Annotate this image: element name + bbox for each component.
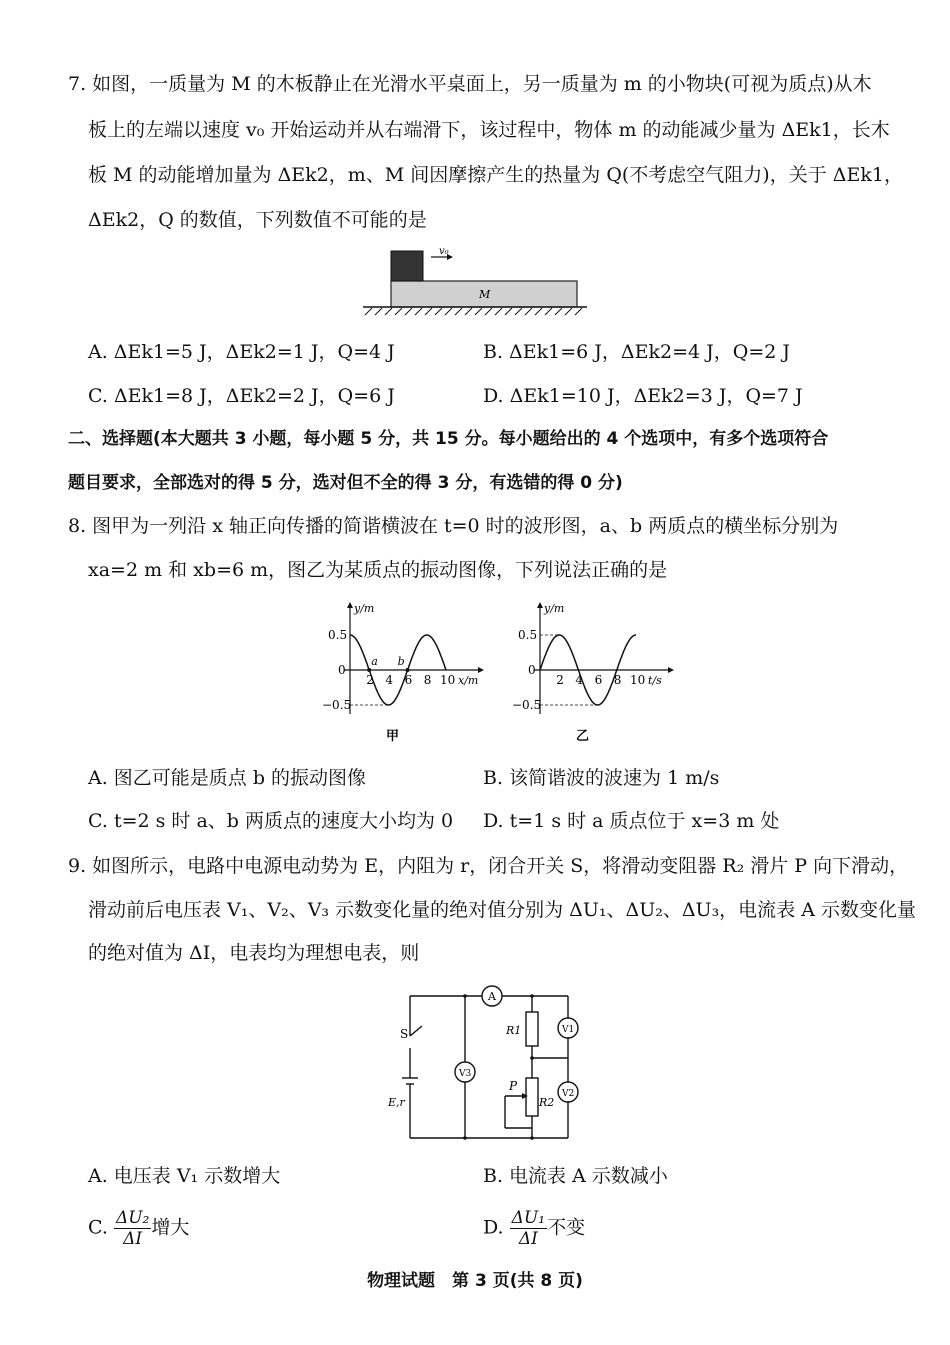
yi-x-arrow (668, 667, 674, 673)
q7-line-3: 板 M 的动能增加量为 ΔEk2，m、M 间因摩擦产生的热量为 Q(不考虑空气阻力)，关于 ΔEk1， (88, 164, 903, 186)
yi-caption: 乙 (576, 729, 590, 744)
q9-option-d-suffix: 不变 (547, 1216, 586, 1239)
q7-line-2: 板上的左端以速度 v₀ 开始运动并从右端滑下，该过程中，物体 m 的动能减少量为 ΔEk1，长木 (88, 119, 890, 141)
q7-option-c[interactable]: C. ΔEk1=8 J，ΔEk2=2 J，Q=6 J (88, 385, 395, 407)
circuit-diagram (380, 978, 590, 1143)
v1-label: V1 (562, 1025, 575, 1035)
jia-x-tick-8: 8 (423, 673, 432, 687)
jia-y-label: y/m (354, 602, 375, 615)
board-block-figure (355, 245, 595, 320)
r1-label: R1 (506, 1024, 522, 1037)
q9-option-c-numerator: ΔU₂ (115, 1208, 150, 1228)
yi-x-label: t/s (648, 674, 662, 687)
q9-option-c[interactable] (88, 1208, 189, 1249)
jia-x-arrow (478, 667, 484, 673)
v2-label: V2 (562, 1089, 575, 1099)
q7-option-a[interactable]: A. ΔEk1=5 J，ΔEk2=1 J，Q=4 J (88, 341, 395, 363)
section-2-heading-line-1: 二、选择题(本大题共 3 小题，每小题 5 分，共 15 分。每小题给出的 4 个选项中，有多个选项符合 (68, 429, 829, 449)
switch-s-label: S (400, 1027, 409, 1041)
jia-x-tick-10: 10 (440, 673, 456, 687)
yi-x-tick-4: 4 (575, 673, 584, 687)
vibration-graph-yi (490, 600, 680, 750)
q9-line-1: 9. 如图所示，电路中电源电动势为 E，内阻为 r，闭合开关 S，将滑动变阻器 R₂ 滑片 P 向下滑动， (68, 855, 909, 877)
yi-y-tick: 0.5 (518, 628, 538, 642)
jia-point-a: a (371, 655, 378, 668)
jia-y-tick: −0.5 (322, 698, 352, 712)
q9-option-c-prefix: C. (88, 1216, 108, 1239)
q9-option-d-fraction (510, 1208, 547, 1249)
q9-option-d-prefix: D. (483, 1216, 504, 1239)
page-footer: 物理试题 第 3 页(共 8 页) (367, 1271, 583, 1291)
jia-x-tick-6: 6 (404, 673, 413, 687)
q9-option-c-denominator: ΔI (123, 1229, 143, 1249)
jia-x-tick-4: 4 (385, 673, 394, 687)
jia-x-label: x/m (458, 674, 479, 687)
q9-option-d-denominator: ΔI (518, 1229, 538, 1249)
source-label: E,r (388, 1096, 405, 1109)
jia-dot-b (406, 668, 410, 672)
yi-y-tick: −0.5 (512, 698, 542, 712)
q7-option-b[interactable]: B. ΔEk1=6 J，ΔEk2=4 J，Q=2 J (483, 341, 790, 363)
section-2-heading-line-2: 题目要求，全部选对的得 5 分，选对但不全的得 3 分，有选错的得 0 分) (68, 473, 623, 493)
q9-option-d-numerator: ΔU₁ (511, 1208, 546, 1228)
v0-label: v₀ (439, 246, 449, 257)
q7-line-4: ΔEk2，Q 的数值，下列数值不可能的是 (88, 209, 427, 231)
jia-x-tick-2: 2 (366, 673, 374, 687)
jia-point-b: b (397, 655, 405, 668)
ammeter-label: A (488, 990, 496, 1003)
yi-y-tick: 0 (528, 663, 536, 677)
r2-label: R2 (539, 1096, 555, 1109)
q8-option-c[interactable]: C. t=2 s 时 a、b 两质点的速度大小均为 0 (88, 810, 454, 832)
yi-x-tick-6: 6 (594, 673, 603, 687)
q8-option-a[interactable]: A. 图乙可能是质点 b 的振动图像 (88, 767, 367, 789)
q9-option-b[interactable]: B. 电流表 A 示数减小 (483, 1165, 668, 1187)
yi-x-tick-10: 10 (630, 673, 646, 687)
jia-dot-a (367, 668, 371, 672)
q9-option-c-suffix: 增大 (151, 1216, 190, 1239)
q9-option-c-fraction (114, 1208, 151, 1249)
v3-label: V3 (459, 1069, 472, 1079)
q8-option-b[interactable]: B. 该简谐波的波速为 1 m/s (483, 767, 720, 789)
slider-p-label: P (509, 1079, 518, 1093)
q7-line-1: 7. 如图，一质量为 M 的木板静止在光滑水平桌面上，另一质量为 m 的小物块(可视为质点)从木 (68, 73, 872, 95)
q9-option-a[interactable]: A. 电压表 V₁ 示数增大 (88, 1165, 281, 1187)
jia-y-tick: 0 (338, 663, 346, 677)
q9-line-2: 滑动前后电压表 V₁、V₂、V₃ 示数变化量的绝对值分别为 ΔU₁、ΔU₂、ΔU₃，电流表 A 示数变化量 (88, 899, 916, 921)
yi-y-arrow (537, 602, 543, 608)
q7-option-d[interactable]: D. ΔEk1=10 J，ΔEk2=3 J，Q=7 J (483, 385, 803, 407)
yi-x-tick-2: 2 (556, 673, 564, 687)
wave-graph-jia (300, 600, 490, 750)
board-label: M (479, 288, 491, 301)
q9-option-d[interactable] (483, 1208, 585, 1249)
yi-x-tick-8: 8 (613, 673, 622, 687)
q8-option-d[interactable]: D. t=1 s 时 a 质点位于 x=3 m 处 (483, 810, 780, 832)
jia-y-arrow (347, 602, 353, 608)
jia-y-tick: 0.5 (328, 628, 348, 642)
q9-line-3: 的绝对值为 ΔI，电表均为理想电表，则 (88, 942, 420, 964)
jia-caption: 甲 (386, 729, 400, 744)
q8-line-2: xa=2 m 和 xb=6 m，图乙为某质点的振动图像，下列说法正确的是 (88, 559, 668, 581)
q8-line-1: 8. 图甲为一列沿 x 轴正向传播的简谐横波在 t=0 时的波形图，a、b 两质点的横坐标分别为 (68, 515, 839, 537)
yi-y-label: y/m (544, 602, 565, 615)
